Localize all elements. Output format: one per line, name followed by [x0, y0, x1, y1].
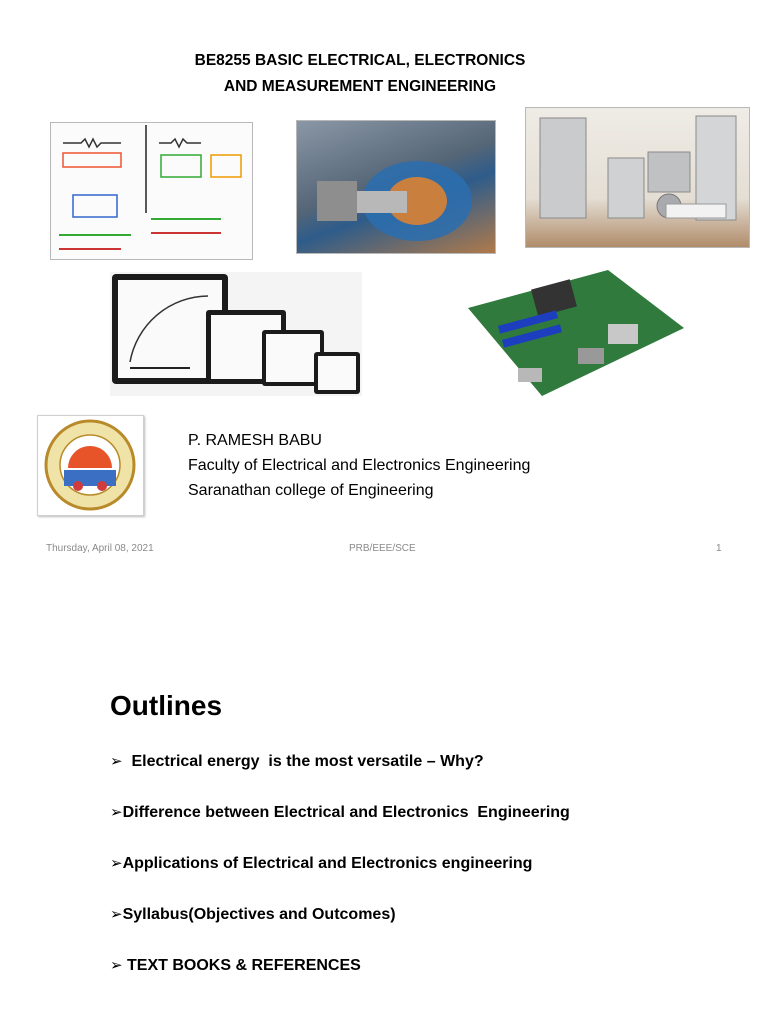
- meters-photo: [110, 272, 362, 396]
- appliances-sketch: [526, 108, 750, 248]
- motherboard-sketch: [458, 268, 686, 404]
- footer-date: Thursday, April 08, 2021: [46, 543, 154, 554]
- college-emblem: [38, 416, 143, 515]
- appliances-photo: [525, 107, 750, 248]
- meters-sketch: [110, 272, 362, 396]
- footer-page-number: 1: [716, 543, 722, 554]
- motherboard-photo: [458, 268, 686, 404]
- author-name: P. RAMESH BABU: [188, 432, 322, 449]
- outline-item-text: TEXT BOOKS & REFERENCES: [122, 957, 361, 974]
- outline-item-3: [110, 854, 532, 873]
- author-department: Faculty of Electrical and Electronics Engineering: [188, 457, 531, 474]
- slide-title-line-2: AND MEASUREMENT ENGINEERING: [223, 78, 497, 95]
- outline-item-2: [110, 803, 570, 822]
- slide-title-line-1: BE8255 BASIC ELECTRICAL, ELECTRONICS: [194, 52, 526, 69]
- outline-item-4: [110, 905, 396, 924]
- college-logo: [37, 415, 144, 516]
- circuit-sketch: [51, 123, 253, 260]
- arrow-bullet-icon: ➢: [110, 803, 123, 821]
- outline-item-text: Electrical energy is the most versatile – Why?: [122, 753, 484, 770]
- arrow-bullet-icon: ➢: [110, 905, 123, 923]
- outline-item-text: Applications of Electrical and Electronics engineering: [122, 855, 533, 872]
- arrow-bullet-icon: ➢: [110, 854, 123, 872]
- outline-item-5: [110, 956, 361, 975]
- motor-photo: [296, 120, 496, 254]
- outline-item-1: [110, 752, 484, 771]
- author-college: Saranathan college of Engineering: [188, 482, 434, 499]
- footer-code: PRB/EEE/SCE: [349, 543, 416, 554]
- motor-sketch: [297, 121, 496, 254]
- arrow-bullet-icon: ➢: [110, 956, 123, 974]
- circuit-diagram-image: [50, 122, 253, 260]
- outlines-title: Outlines: [110, 690, 223, 721]
- outline-item-text: Syllabus(Objectives and Outcomes): [122, 906, 396, 923]
- outline-item-text: Difference between Electrical and Electronics Engineering: [122, 804, 570, 821]
- arrow-bullet-icon: ➢: [110, 752, 123, 770]
